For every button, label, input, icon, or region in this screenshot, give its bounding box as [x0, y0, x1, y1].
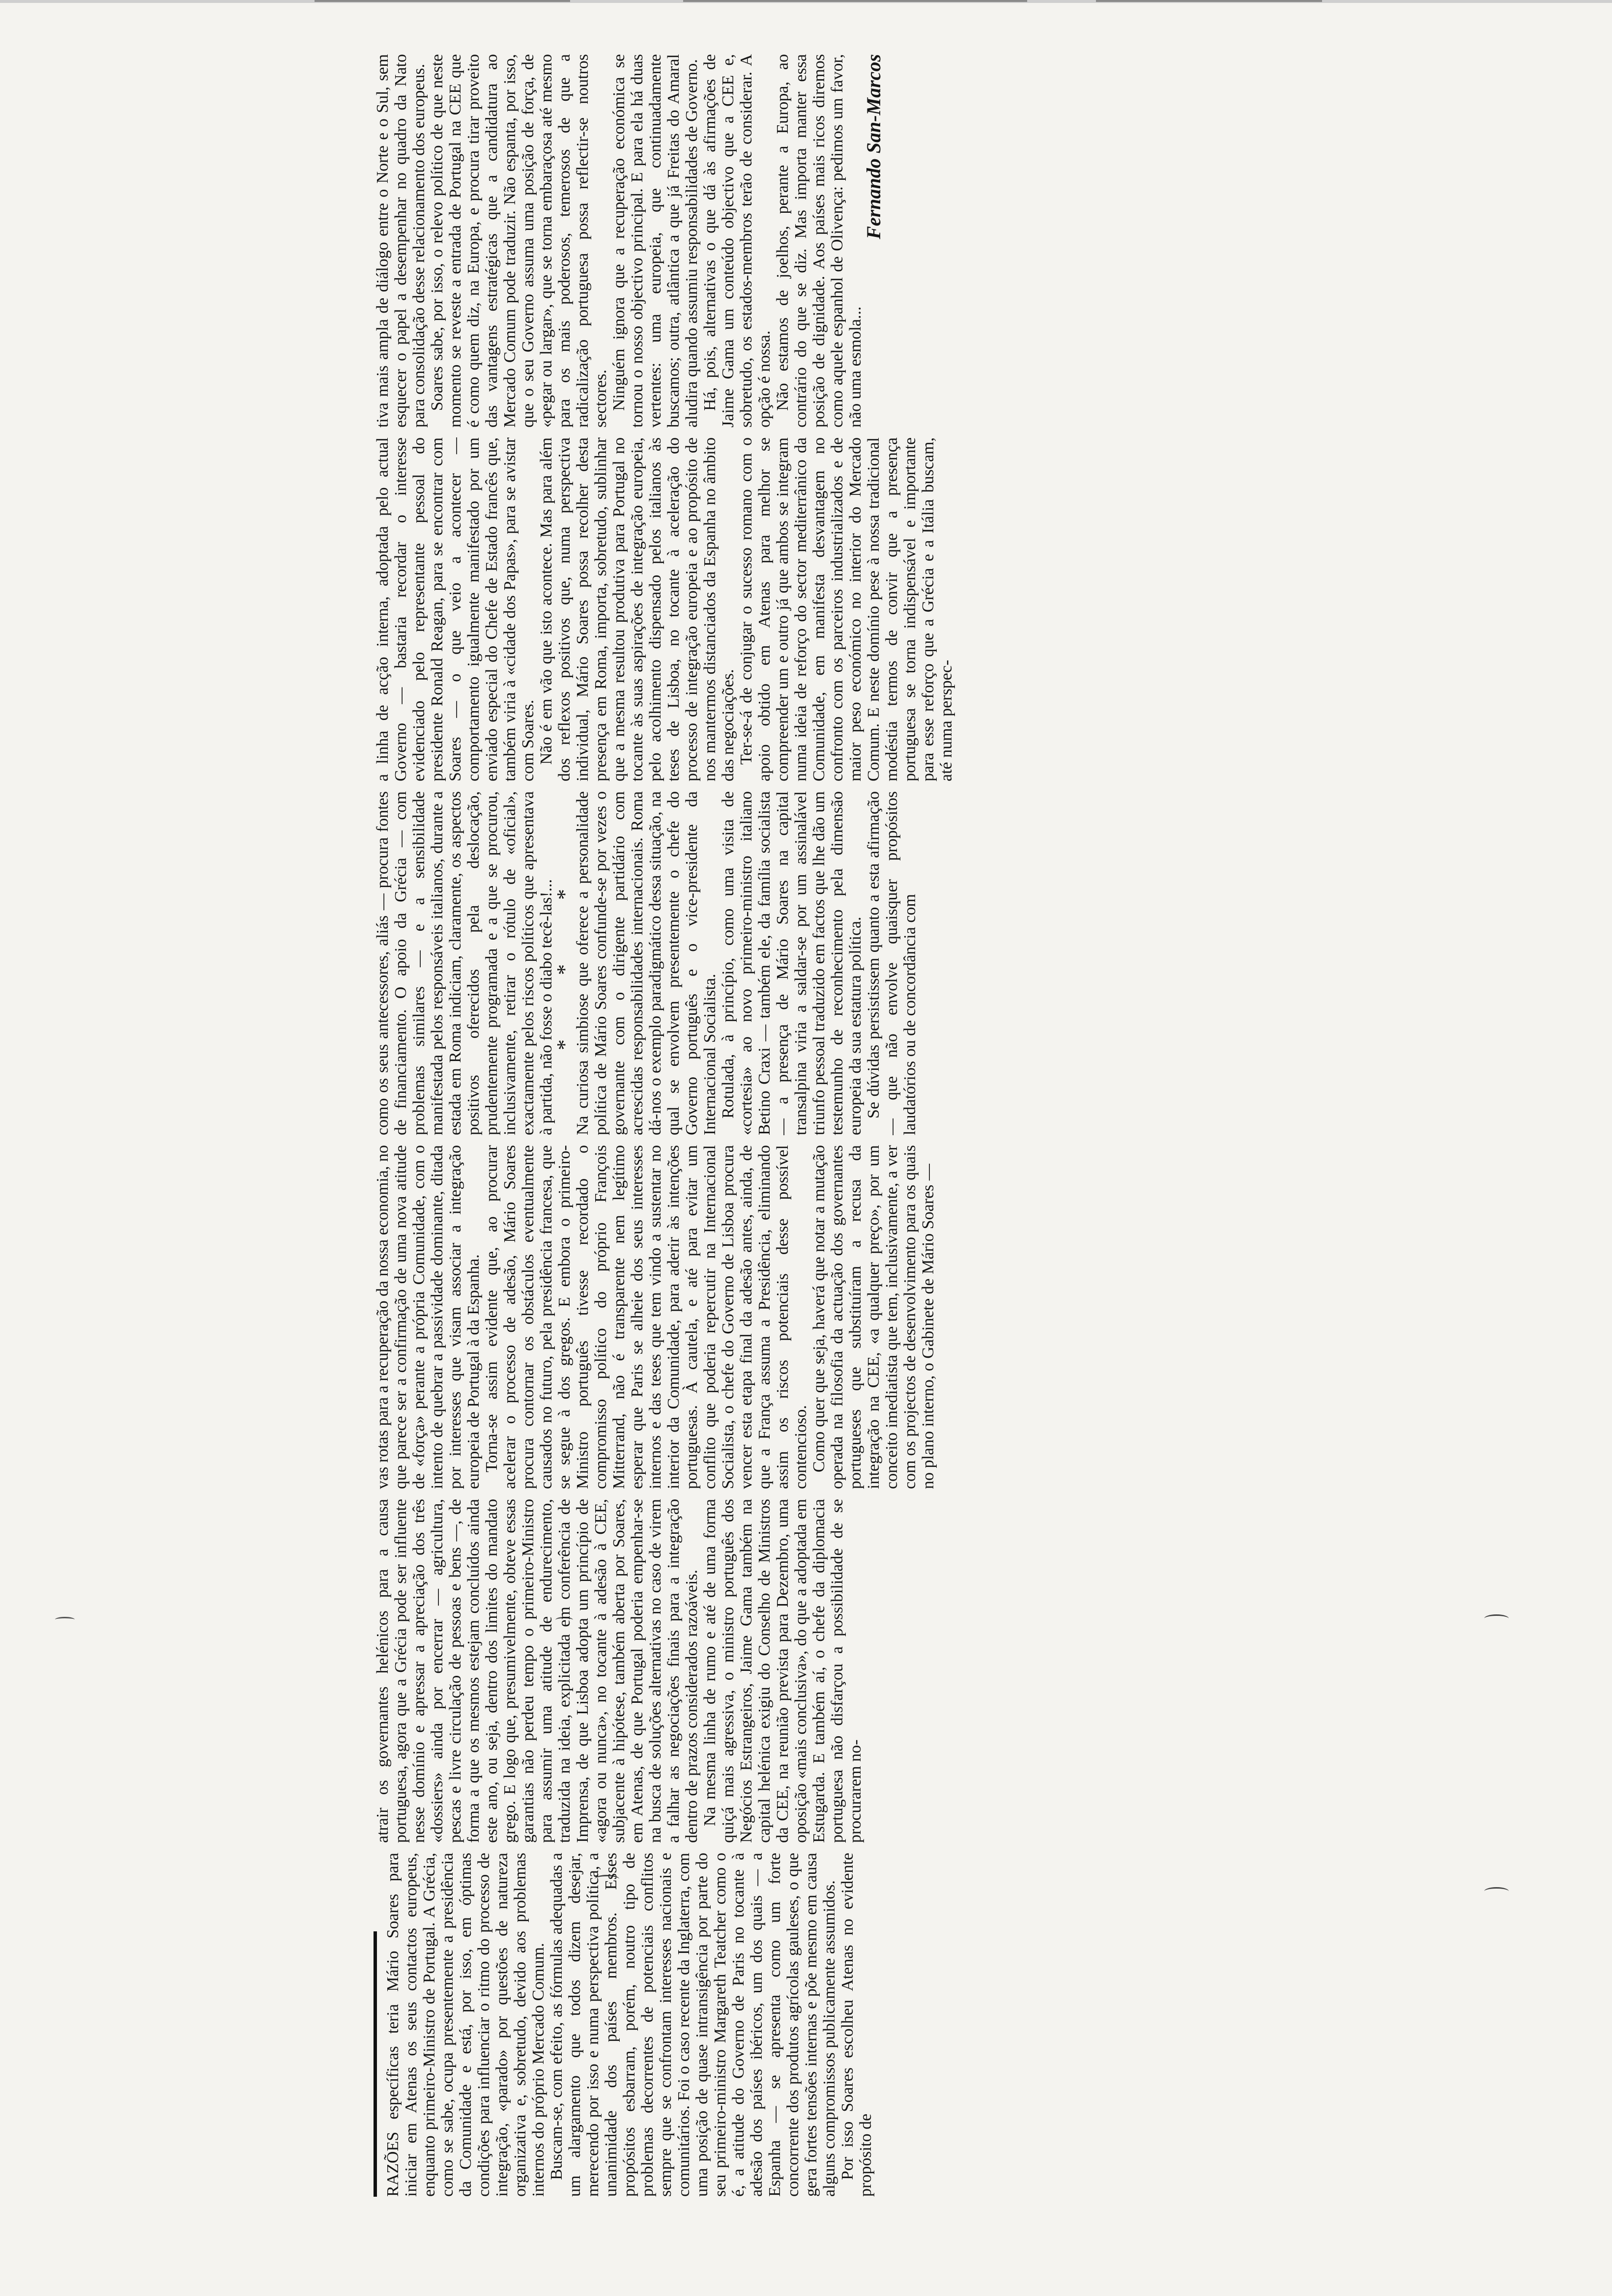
- scan-top-edge: [0, 0, 1612, 3]
- headline-rule: [374, 1931, 377, 2197]
- scan-edge-mark: [315, 0, 570, 2]
- column-5: [374, 437, 1484, 781]
- scan-smudge: [1484, 1887, 1509, 1895]
- scan-edge-mark: [683, 0, 1027, 2]
- paragraph: Há, pois, alternativas o que dá às afirmações de Jaime Gama um conteúdo objectivo que a CEE e, sobretudo, os estados-membros terão de considerar. A opção é nossa.: [701, 54, 774, 428]
- column-3: [374, 1145, 1484, 1489]
- paragraph: Buscam-se, com efeito, as fórmulas adequadas a um alargamento que todos dizem desejar, merecendo por isso e numa perspectiva política, a unanimidade dos países membros. Esses propósitos esbarram, porém, noutro tipo de problemas decorrentes de potenciais conflitos sempre que se confrontam interesses nacionais e comunitários. Foi o caso recente da Inglaterra, com uma posição de quase intransigência por parte do seu primeiro-ministro Margareth Teatcher como o é, a atitude do Governo de Paris no tocante à adesão dos países ibéricos, um dos quais — a Espanha — se apresenta como um forte concorrente dos produtos agrícolas gauleses, o que gera fortes tensões internas e põe mesmo em causa alguns compromissos publicamente assumidos.: [547, 1853, 838, 2197]
- column-2: [374, 1499, 1484, 1843]
- paragraph: Soares sabe, por isso, o relevo político de que neste momento se reveste a entrada de Portugal na CEE que é como quem diz, na Europa, e procura tirar proveito das vantagens estratégicas que a candidatura ao Mercado Comum pode traduzir. Não espanta, por isso, que o seu Governo assuma uma posição de força, de «pegar ou largar», que se torna embaraçosa até mesmo para os mais poderosos, temerosos de que a radicalização portuguesa possa reflectir-se noutros sectores.: [428, 54, 610, 428]
- paragraph: RAZÕES específicas teria Mário Soares para iniciar em Atenas os seus contactos europeus, enquanto primeiro-Ministro de Portugal. A Grécia, como se sabe, ocupa presentemente a presidência da Comunidade e está, por isso, em óptimas condições para influenciar o ritmo do processo de integração, «parado» por questões de natureza organizativa e, sobretudo, devido aos problemas internos do próprio Mercado Comum.: [384, 1853, 547, 2197]
- column-4: [374, 791, 1484, 1135]
- paragraph: Não estamos de joelhos, perante a Europa, ao contrário do que se diz. Mas importa manter essa posição de dignidade. Aos países mais ricos diremos como aquele espanhol de Olivença: pedimos um favor, não uma esmola...: [774, 54, 864, 428]
- rotated-newspaper-page: [374, 44, 1484, 2197]
- paragraph: Na curiosa simbiose que oferece a personalidade política de Mário Soares confunde-se por vezes o governante com o dirigente partidário com acrescidas responsabilidades internacionais. Roma dá-nos o exemplo paradigmático dessa situação, na qual se envolvem presentemente o chefe do Governo português e o vice-presidente da Internacional Socialista.: [574, 791, 719, 1135]
- paragraph: Como quer que seja, haverá que notar a mutação operada na filosofia da actuação dos governantes portugueses que substituíram a recusa da integração na CEE, «a qualquer preço», por um conceito imediatista que tem, inclusivamente, a ver com os projectos de desenvolvimento para os quais no plano interno, o Gabinete de Mário Soares —: [810, 1145, 937, 1489]
- paragraph: Se dúvidas persistissem quanto a esta afirmação — que não envolve quaisquer propósitos laudatórios ou de concordância com: [864, 791, 919, 1135]
- paragraph: Rotulada, à princípio, como uma visita de «cortesia» ao novo primeiro-ministro italiano Betino Craxi — também ele, da família socialista — a presença de Mário Soares na capital transalpina viria a saldar-se por um assinalável triunfo pessoal traduzido em factos que lhe dão um testemunho de reconhecimento pela dimensão europeia da sua estatura política.: [719, 791, 864, 1135]
- paragraph: atrair os governantes helénicos para a causa portuguesa, agora que a Grécia pode ser influente nesse domínio e apressar a apreciação dos três «dossiers» ainda por encerrar — agricultura, pescas e livre circulação de pessoas e bens —, de forma a que os mesmos estejam concluídos ainda este ano, ou seja, dentro dos limites do mandato grego. E logo que, presumivelmente, obteve essas garantias não perdeu tempo o primeiro-Ministro para assumir uma atitude de endurecimento, traduzida na ideia, explicitada em conferência de Imprensa, de que Lisboa adopta um princípio de «agora ou nunca», no tocante à adesão à CEE, subjacente à hipótese, também aberta por Soares, em Atenas, de que Portugal poderia empenhar-se na busca de soluções alternativas no caso de virem a falhar as negociações finais para a integração dentro de prazos considerados razoáveis.: [374, 1499, 701, 1843]
- column-6: [374, 54, 1484, 428]
- paragraph: a linha de acção interna, adoptada pelo actual Governo — bastaria recordar o interesse evidenciado pelo representante pessoal do presidente Ronald Reagan, para se encontrar com Soares — o que veio a acontecer — comportamento igualmente manifestado por um enviado especial do Chefe de Estado francês que, também viria à «cidade dos Papas», para se avistar com Soares.: [374, 437, 537, 781]
- paragraph: Ninguém ignora que a recuperação económica se tornou o nosso objectivo principal. E para ela há duas vertentes: uma europeia, que continuadamente buscamos; outra, atlântica a que já Freitas do Amaral aludira quando assumiu responsabilidades de Governo.: [610, 54, 701, 428]
- scan-edge-mark: [1096, 0, 1322, 2]
- paragraph: Na mesma linha de rumo e até de uma forma quiçá mais agressiva, o ministro português dos Negócios Estrangeiros, Jaime Gama também na capital helénica exigiu do Conselho de Ministros da CEE, na reunião prevista para Dezembro, uma oposição «mais conclusiva», do que a adoptada em Estugarda. E também aí, o chefe da diplomacia portuguesa não disfarçou a possibilidade de se procurarem no-: [701, 1499, 864, 1843]
- column-1: [374, 1853, 1484, 2197]
- author-signature: Fernando San-Marcos: [863, 54, 885, 239]
- paragraph: Ter-se-á de conjugar o sucesso romano com o apoio obtido em Atenas para melhor se compreender um e outro já que ambos se integram numa ideia de reforço do sector mediterrânico da Comunidade, em manifesta desvantagem no confronto com os parceiros industrializados e de maior peso económico no interior do Mercado Comum. E neste domínio pese à nossa tradicional modéstia termos de convir que a presença portuguesa se torna indispensável e importante para esse reforço que a Grécia e a Itália buscam, até numa perspec-: [737, 437, 955, 781]
- paragraph: Não é em vão que isto acontece. Mas para além dos reflexos positivos que, numa perspectiva individual, Mário Soares possa recolher desta presença em Roma, importa, sobretudo, sublinhar que a mesma resultou produtiva para Portugal no tocante às suas aspirações de integração europeia, pelo acolhimento dispensado pelos italianos às teses de Lisboa, no tocante à aceleração do processo de integração europeia e ao propósito de nos mantermos distanciados da Espanha no âmbito das negociações.: [537, 437, 737, 781]
- section-break-stars: * * *: [552, 860, 576, 1050]
- scan-smudge: [55, 1617, 75, 1622]
- paragraph: Torna-se assim evidente que, ao procurar acelerar o processo de adesão, Mário Soares procura contornar os obstáculos eventualmente causados no futuro, pela presidência francesa, que se segue à dos gregos. E embora o primeiro-Ministro português tivesse recordado o compromisso político do próprio François Mitterrand, não é transparente nem legítimo esperar que Paris se alheie dos seus interesses internos e das teses que tem vindo a sustentar no interior da Comunidade, para aderir às intenções portuguesas. À cautela, e até para evitar um conflito que poderia repercutir na Internacional Socialista, o chefe do Governo de Lisboa procura vencer esta etapa final da adesão antes, ainda, de que a França assuma a Presidência, eliminando assim os riscos potenciais desse possível contencioso.: [483, 1145, 810, 1489]
- paragraph: tiva mais ampla de diálogo entre o Norte e o Sul, sem esquecer o papel a desempenhar no quadro da Nato para consolidação desse relacionamento dos europeus.: [374, 54, 428, 428]
- paragraph: como os seus antecessores, aliás — procura fontes de financiamento. O apoio da Grécia — com problemas similares — e a sensibilidade manifestada pelos responsáveis italianos, durante a estada em Roma indiciam, claramente, os aspectos positivos oferecidos pela deslocação, prudentemente programada e a que se procurou, inclusivamente, retirar o rótulo de «oficial», exactamente pelos riscos políticos que apresentava à partida, não fosse o diabo tecê-las!...: [374, 791, 555, 1135]
- paragraph: vas rotas para a recuperação da nossa economia, no que parece ser a confirmação de uma nova atitude de «força» perante a própria Comunidade, com o intento de quebrar a passividade dominante, ditada por interesses que visam associar a integração europeia de Portugal à da Espanha.: [374, 1145, 483, 1489]
- paragraph: Por isso Soares escolheu Atenas no evidente propósito de: [838, 1853, 875, 2197]
- scan-smudge: [1484, 1614, 1509, 1623]
